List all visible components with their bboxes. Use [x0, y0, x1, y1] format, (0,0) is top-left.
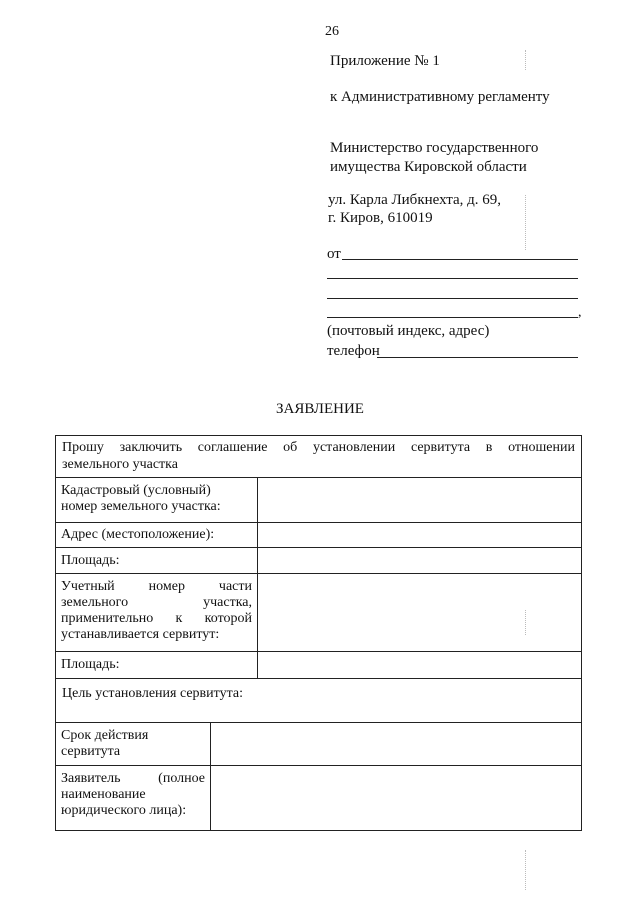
- scan-artifact: [525, 195, 526, 250]
- request-row: [55, 435, 582, 478]
- page-number: 26: [325, 24, 339, 39]
- address-label: Адрес (местоположение):: [56, 523, 258, 547]
- address-line-1: ул. Карла Либкнехта, д. 69,: [328, 192, 501, 208]
- purpose-label: Цель установления сервитута:: [62, 686, 243, 701]
- cadastral-label-line-2: номер земельного участка:: [61, 499, 221, 514]
- document-title: ЗАЯВЛЕНИЕ: [276, 401, 364, 417]
- area2-label: Площадь:: [56, 652, 258, 678]
- part-label-line-4: устанавливается сервитут:: [61, 627, 220, 642]
- ministry-line-2: имущества Кировской области: [330, 159, 527, 175]
- area2-row: [55, 651, 582, 679]
- request-text: [56, 436, 581, 476]
- address-line-2: г. Киров, 610019: [328, 210, 433, 226]
- address-value[interactable]: [258, 523, 581, 547]
- applicant-label-line-1: Заявитель (полное: [61, 771, 205, 786]
- term-row: [55, 722, 582, 766]
- part-row: [55, 573, 582, 652]
- area-row: [55, 547, 582, 574]
- regulation-label: к Административному регламенту: [330, 89, 550, 105]
- part-label: [56, 574, 258, 651]
- postal-hint: (почтовый индекс, адрес): [327, 323, 490, 339]
- term-label: [56, 723, 211, 765]
- cadastral-label-line-1: Кадастровый (условный): [61, 483, 211, 498]
- applicant-label-line-3: юридического лица):: [61, 803, 187, 818]
- line-comma: ,: [578, 305, 582, 320]
- from-field-line-3[interactable]: [327, 298, 578, 299]
- cadastral-row: [55, 477, 582, 523]
- applicant-value[interactable]: [211, 766, 581, 830]
- scan-artifact: [525, 610, 526, 635]
- term-label-line-1: Срок действия: [61, 728, 149, 743]
- ministry-line-1: Министерство государственного: [330, 140, 539, 156]
- cadastral-label: [56, 478, 258, 522]
- part-label-line-2: земельного участка,: [61, 595, 252, 610]
- area-value[interactable]: [258, 548, 581, 573]
- scan-artifact: [525, 850, 526, 890]
- phone-field-line[interactable]: [377, 357, 578, 358]
- area2-value[interactable]: [258, 652, 581, 678]
- from-label: от: [327, 246, 341, 262]
- request-line-2: земельного участка: [62, 457, 178, 472]
- part-label-line-1: Учетный номер части: [61, 579, 252, 594]
- scan-artifact: [525, 50, 526, 70]
- term-value[interactable]: [211, 723, 581, 765]
- phone-label: телефон: [327, 343, 380, 359]
- applicant-label: [56, 766, 211, 830]
- part-label-line-3: применительно к которой: [61, 611, 252, 626]
- application-form: [55, 435, 582, 831]
- term-label-line-2: сервитута: [61, 744, 121, 759]
- cadastral-value[interactable]: [258, 478, 581, 522]
- from-field-line[interactable]: [342, 259, 578, 260]
- part-value[interactable]: [258, 574, 581, 651]
- area-label: Площадь:: [56, 548, 258, 573]
- applicant-label-line-2: наименование: [61, 787, 146, 802]
- from-field-line-2[interactable]: [327, 278, 578, 279]
- appendix-label: Приложение № 1: [330, 53, 440, 69]
- request-line-1: Прошу заключить соглашение об установлении сервитута в отношении: [62, 440, 575, 455]
- address-row: [55, 522, 582, 548]
- applicant-row: [55, 765, 582, 831]
- from-field-line-4[interactable]: [327, 317, 578, 318]
- purpose-row: [55, 678, 582, 723]
